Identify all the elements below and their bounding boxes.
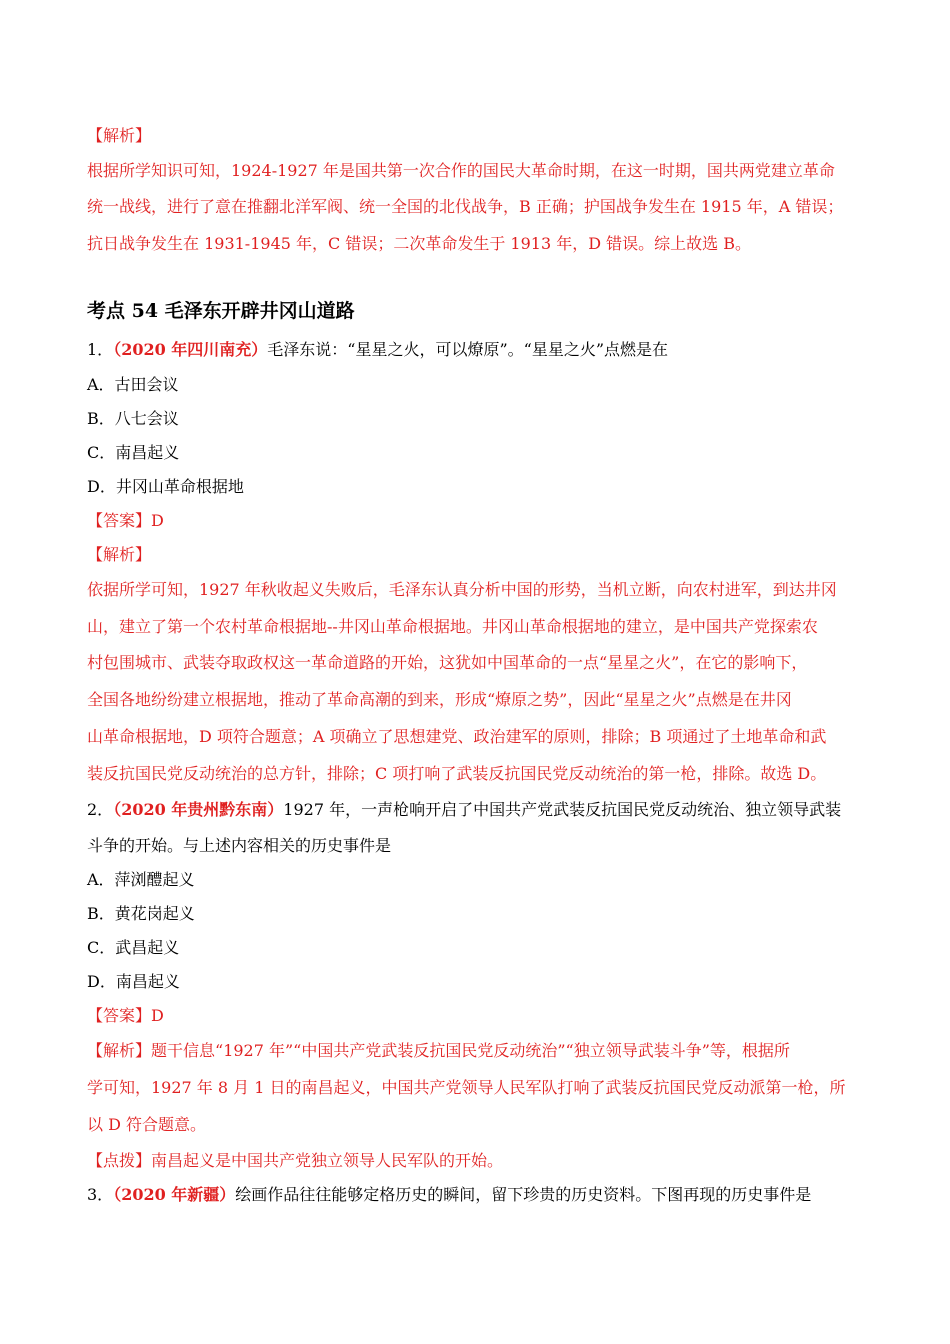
option-d: D．井冈山革命根据地 [87, 477, 244, 496]
option-b: B．黄花岗起义 [87, 904, 195, 923]
analysis-line: 村包围城市、武装夺取政权这一革命道路的开始，这犹如中国革命的一点“星星之火”，在它的影响下， [87, 653, 808, 672]
prev-analysis-line: 统一战线，进行了意在推翻北洋军阀、统一全国的北伐战争，B 正确；护国战争发生在 1915 年，A 错误； [87, 197, 844, 216]
option-a: A．古田会议 [87, 375, 179, 394]
answer-line [87, 511, 164, 531]
question-text: 毛泽东说：“星星之火，可以燎原”。“星星之火”点燃是在 [267, 340, 669, 359]
question-text: 1927 年，一声枪响开启了中国共产党武装反抗国民党反动统治、独立领导武装 [283, 800, 842, 819]
option-d: D．南昌起义 [87, 972, 180, 991]
question-source: （2020 年四川南充） [113, 340, 268, 359]
analysis-line: 学可知，1927 年 8 月 1 日的南昌起义，中国共产党领导人民军队打响了武装反抗国民党反动派第一枪，所 [87, 1078, 846, 1097]
analysis-line: 山革命根据地，D 项符合题意；A 项确立了思想建党、政治建军的原则，排除；B 项通过了土地革命和武 [87, 727, 827, 746]
analysis-line: 山，建立了第一个农村革命根据地--井冈山革命根据地。井冈山革命根据地的建立，是中国共产党探索农 [87, 617, 818, 636]
question-text-cont: 斗争的开始。与上述内容相关的历史事件是 [87, 836, 392, 855]
analysis-label: 【解析】 [87, 1041, 152, 1060]
question-text: 绘画作品往往能够定格历史的瞬间，留下珍贵的历史资料。下图再现的历史事件是 [235, 1185, 812, 1204]
analysis-text: 题干信息“1927 年”“中国共产党武装反抗国民党反动统治”“独立领导武装斗争”等，根据所 [151, 1041, 790, 1060]
question-1-stem [87, 340, 668, 360]
analysis-line: 依据所学可知，1927 年秋收起义失败后，毛泽东认真分析中国的形势，当机立断，向农村进军，到达井冈 [87, 580, 837, 599]
option-b: B．八七会议 [87, 409, 179, 428]
answer-line [87, 1006, 164, 1026]
question-number: 3． [87, 1185, 114, 1204]
tip-label: 【点拨】 [87, 1151, 152, 1170]
question-number: 2． [87, 800, 114, 819]
analysis-line: 以 D 符合题意。 [87, 1115, 207, 1134]
prev-analysis-line: 抗日战争发生在 1931-1945 年，C 错误；二次革命发生于 1913 年，D 错误。综上故选 B。 [87, 234, 751, 253]
answer-label: 【答案】 [87, 1006, 152, 1025]
option-c: C．南昌起义 [87, 443, 180, 462]
analysis-line: 全国各地纷纷建立根据地，推动了革命高潮的到来，形成“燎原之势”，因此“星星之火”点燃是在井冈 [87, 690, 792, 709]
option-a: A．萍浏醴起义 [87, 870, 195, 889]
prev-analysis-line: 根据所学知识可知，1924-1927 年是国共第一次合作的国民大革命时期，在这一时期，国共两党建立革命 [87, 161, 835, 180]
analysis-line [87, 1041, 790, 1061]
tip-text: 南昌起义是中国共产党独立领导人民军队的开始。 [151, 1151, 504, 1170]
analysis-label: 【解析】 [87, 545, 152, 564]
prev-analysis-label: 【解析】 [87, 126, 152, 145]
option-c: C．武昌起义 [87, 938, 180, 957]
question-source: （2020 年新疆） [113, 1185, 236, 1204]
section-title: 考点 54 毛泽东开辟井冈山道路 [87, 300, 355, 322]
question-3-stem [87, 1185, 811, 1205]
question-source: （2020 年贵州黔东南） [113, 800, 284, 819]
question-2-stem [87, 800, 841, 820]
answer-label: 【答案】 [87, 511, 152, 530]
analysis-line: 装反抗国民党反动统治的总方针，排除；C 项打响了武装反抗国民党反动统治的第一枪，排除。故选 D。 [87, 764, 827, 783]
answer-value: D [151, 1006, 164, 1025]
answer-value: D [151, 511, 164, 530]
question-number: 1． [87, 340, 114, 359]
tip-line [87, 1151, 503, 1171]
